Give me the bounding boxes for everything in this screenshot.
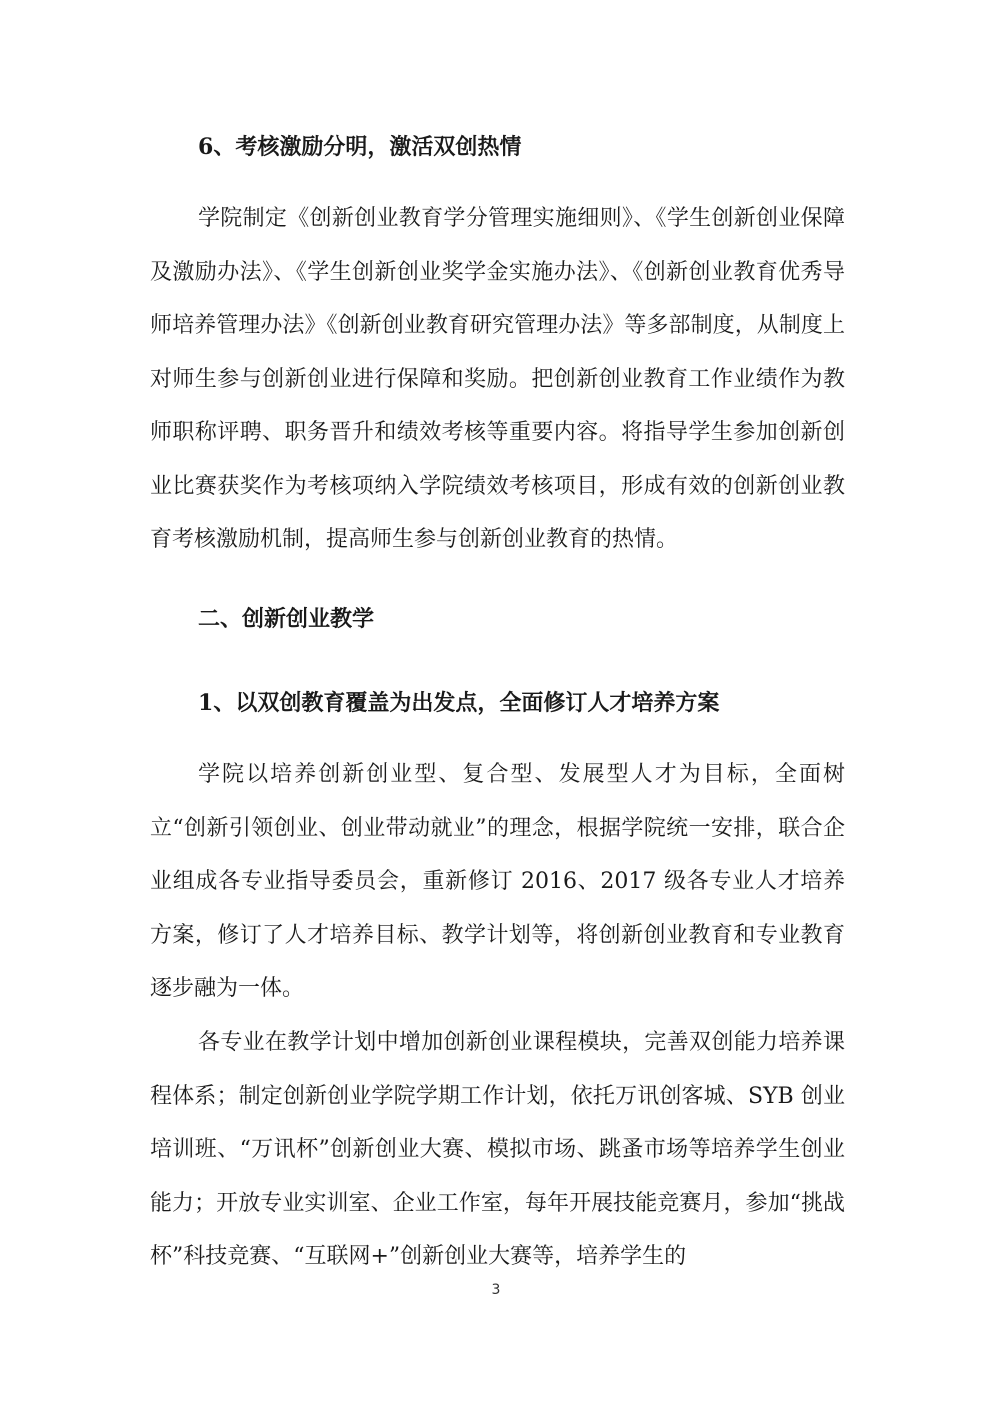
heading-number: 6 bbox=[198, 134, 214, 160]
section-heading-6 bbox=[198, 132, 858, 162]
heading-number: 1 bbox=[198, 690, 214, 716]
section-heading-1 bbox=[198, 688, 858, 718]
paragraph-incentive-system: 学院制定《创新创业教育学分管理实施细则》、《学生创新创业保障及激励办法》、《学生创新创业奖学金实施办法》、《创新创业教育优秀导师培养管理办法》《创新创业教育研究管理办法》等多部制度，从制度上对师生参与创新创业进行保障和奖励。把创新创业教育工作业绩作为教师职称评聘、职务晋升和绩效考核等重要内容。将指导学生参加创新创业比赛获奖作为考核项纳入学院绩效考核项目，形成有效的创新创业教育考核激励机制，提高师生参与创新创业教育的热情。 bbox=[150, 206, 845, 552]
paragraph-talent-plan: 学院以培养创新创业型、复合型、发展型人才为目标，全面树立“创新引领创业、创业带动就业”的理念，根据学院统一安排，联合企业组成各专业指导委员会，重新修订 2016、2017 级各专业人才培养方案，修订了人才培养目标、教学计划等，将创新创业教育和专业教育逐步融为一体。 bbox=[150, 762, 845, 1001]
page-number: 3 bbox=[491, 1282, 501, 1298]
heading-text: 、以双创教育覆盖为出发点，全面修订人才培养方案 bbox=[213, 690, 720, 716]
paragraph-curriculum: 各专业在教学计划中增加创新创业课程模块，完善双创能力培养课程体系；制定创新创业学院学期工作计划，依托万讯创客城、SYB 创业培训班、“万讯杯”创新创业大赛、模拟市场、跳蚤市场等培养学生创业能力；开放专业实训室、企业工作室，每年开展技能竞赛月，参加“挑战杯”科技竞赛、“互联网+”创新创业大赛等，培养学生的 bbox=[150, 1030, 845, 1269]
heading-text: 二、创新创业教学 bbox=[198, 606, 375, 632]
heading-text: 、考核激励分明，激活双创热情 bbox=[213, 134, 522, 160]
chapter-heading-2 bbox=[198, 604, 858, 634]
